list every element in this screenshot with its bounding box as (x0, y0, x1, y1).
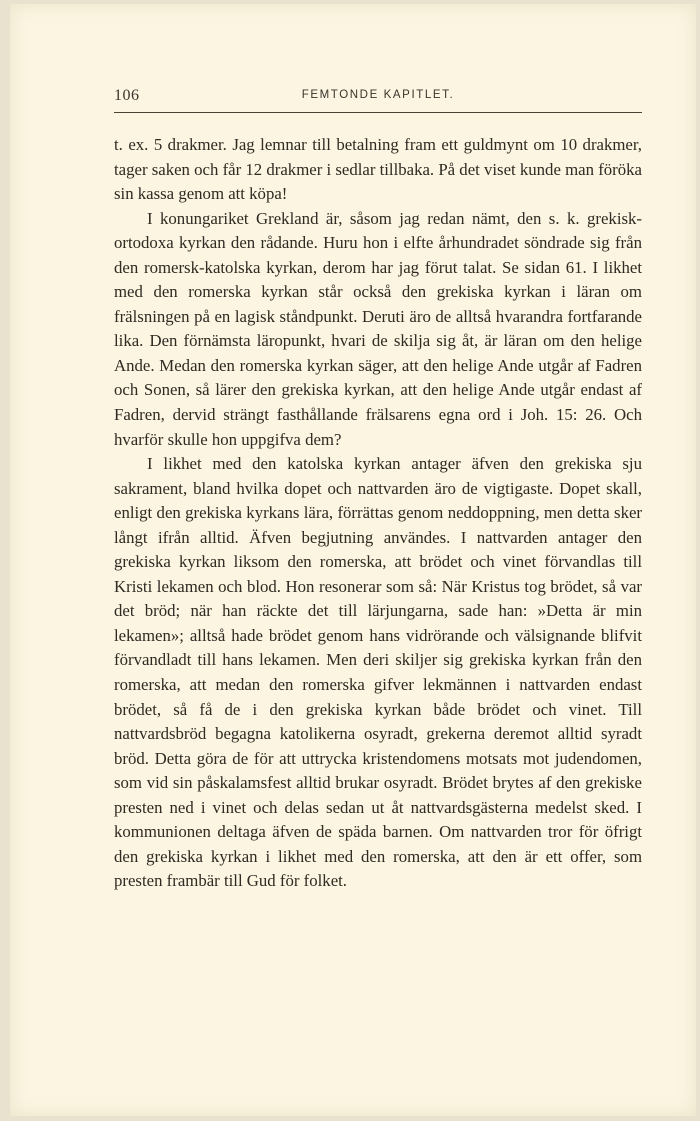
page-header (114, 87, 642, 107)
chapter-title: FEMTONDE KAPITLET. (301, 89, 455, 101)
paragraph-1: t. ex. 5 drakmer. Jag lemnar till betalning fram ett guldmynt om 10 drakmer, tager saken och får 12 drakmer i sedlar tillbaka. På det viset kunde man föröka sin kassa genom att köpa! (114, 135, 642, 204)
body-text (114, 133, 642, 894)
paragraph-2: I konungariket Grekland är, såsom jag redan nämt, den s. k. grekisk-ortodoxa kyrkan den rådande. Huru hon i elfte århundradet söndrade sig från den romersk-katolska kyrkan, derom har jag förut talat. Se sidan 61. I likhet med den romerska kyrkan står också den grekiska kyrkan i läran om frälsningen på en lagisk ståndpunkt. Deruti äro de alltså hvarandra fortfarande lika. Den förnämsta läropunkt, hvari de skilja sig åt, är läran om den helige Ande. Medan den romerska kyrkan säger, att den helige Ande utgår af Fadren och Sonen, så lärer den grekiska kyrkan, att den helige Ande utgår endast af Fadren, dervid strängt fasthållande frälsarens egna ord i Joh. 15: 26. Och hvarför skulle hon uppgifva dem? (114, 208, 642, 449)
header-rule (114, 112, 642, 113)
paragraph-3: I likhet med den katolska kyrkan antager äfven den grekiska sju sakrament, bland hvilka dopet och nattvarden äro de vigtigaste. Dopet skall, enligt den grekiska kyrkans lära, förrättas genom neddoppning, men detta sker långt ifrån alltid. Äfven begjutning användes. I nattvarden antager den grekiska kyrkan liksom den romerska, att brödet och vinet förvandlas till Kristi lekamen och blod. Hon resonerar som så: När Kristus tog brödet, så var det bröd; när han räckte det till lärjungarna, sade han: »Detta är min lekamen»; alltså hade brödet genom hans vidrörande och välsignande blifvit förvandladt till hans lekamen. Men deri skiljer sig grekiska kyrkan från den romerska, att medan den romerska gifver lekmännen i nattvarden endast brödet, så få de i den grekiska kyrkan både brödet och vinet. Till nattvardsbröd begagna katolikerna osyradt, grekerna deremot alltid syradt bröd. Detta göra de för att uttrycka kristendomens motsats mot judendomen, som vid sin påskalamsfest alltid brukar osyradt. Brödet brytes af den grekiske presten ned i vinet och delas sedan ut åt nattvardsgästerna medelst sked. I kommunionen deltaga äfven de späda barnen. Om nattvarden tror för öfrigt den grekiska kyrkan i likhet med den romerska, att den är ett offer, som presten frambär till Gud för folket. (114, 454, 642, 891)
page-number: 106 (114, 87, 140, 104)
